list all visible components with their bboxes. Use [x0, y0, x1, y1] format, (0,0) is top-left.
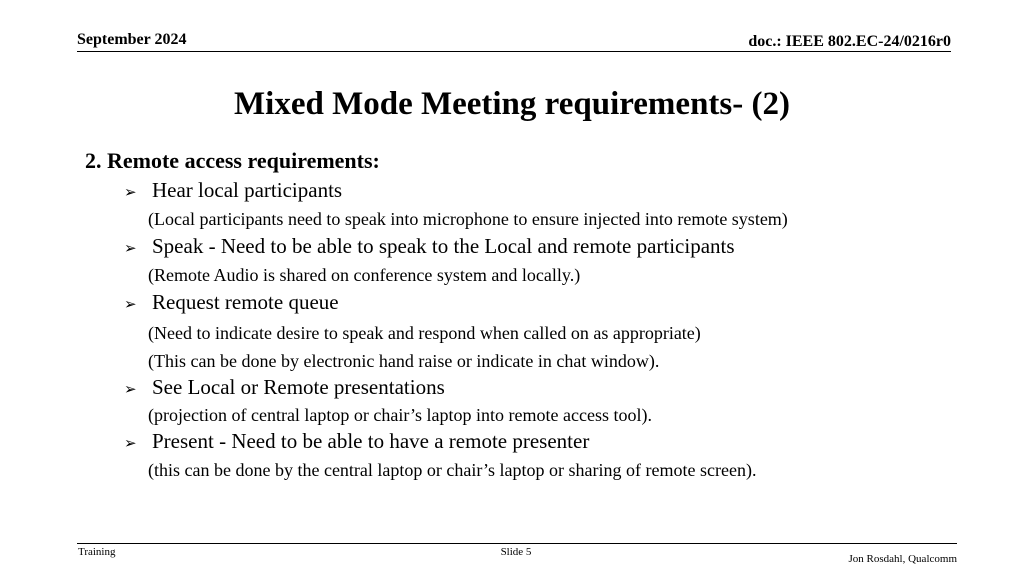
bullet-note: (projection of central laptop or chair’s laptop into remote access tool).: [148, 405, 652, 425]
bullet-text: Present - Need to be able to have a remote presenter: [152, 429, 590, 453]
header-date: September 2024: [77, 31, 187, 48]
header-divider: [77, 51, 951, 52]
bullet-item: [124, 290, 339, 316]
footer-training-label: Training: [78, 546, 116, 558]
bullet-note: (this can be done by the central laptop or chair’s laptop or sharing of remote screen).: [148, 460, 757, 480]
arrow-bullet-icon: ➢: [124, 434, 137, 452]
bullet-note: (Need to indicate desire to speak and respond when called on as appropriate): [148, 323, 701, 343]
footer-author: Jon Rosdahl, Qualcomm: [848, 553, 957, 565]
bullet-text: Speak - Need to be able to speak to the Local and remote participants: [152, 234, 735, 258]
section-heading: 2. Remote access requirements:: [85, 148, 380, 173]
arrow-bullet-icon: ➢: [124, 183, 137, 201]
bullet-text: Request remote queue: [152, 290, 339, 314]
arrow-bullet-icon: ➢: [124, 380, 137, 398]
bullet-text: See Local or Remote presentations: [152, 375, 445, 399]
bullet-item: [124, 178, 342, 204]
bullet-item: [124, 234, 735, 260]
footer-slide-number: Slide 5: [500, 546, 532, 558]
arrow-bullet-icon: ➢: [124, 239, 137, 257]
header-doc-id: doc.: IEEE 802.EC-24/0216r0: [748, 33, 951, 50]
bullet-note: (Local participants need to speak into microphone to ensure injected into remote system): [148, 209, 788, 229]
arrow-bullet-icon: ➢: [124, 295, 137, 313]
footer-divider: [77, 543, 957, 544]
bullet-text: Hear local participants: [152, 178, 343, 202]
bullet-note: (This can be done by electronic hand raise or indicate in chat window).: [148, 351, 660, 371]
bullet-item: [124, 375, 445, 401]
bullet-item: [124, 429, 589, 455]
slide-title: Mixed Mode Meeting requirements- (2): [234, 86, 790, 122]
bullet-note: (Remote Audio is shared on conference system and locally.): [148, 265, 581, 285]
